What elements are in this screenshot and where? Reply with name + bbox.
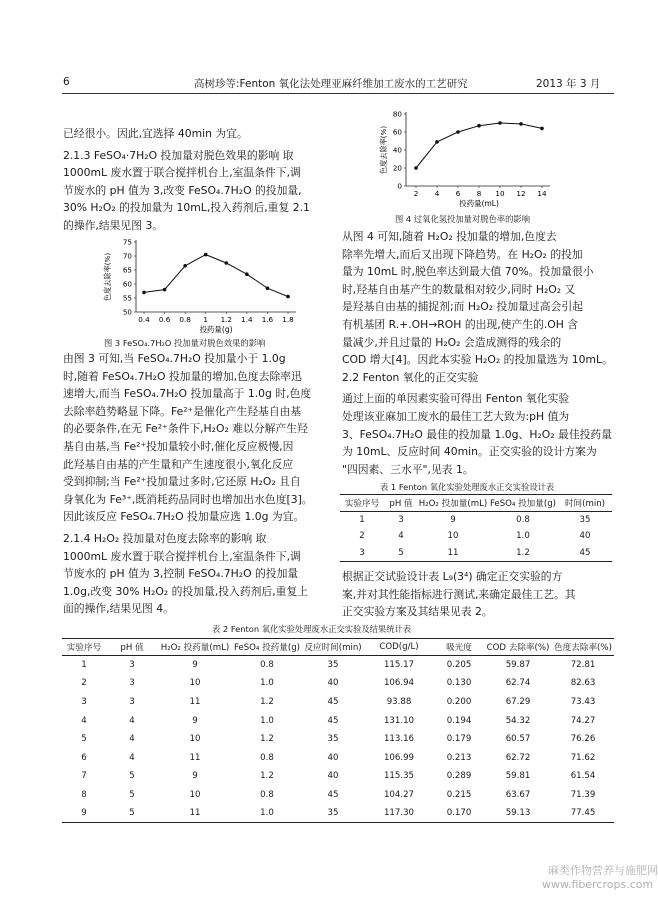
table-cell: 35: [327, 734, 339, 745]
table-cell: 1.2: [260, 771, 274, 782]
y-tick-label: 65: [122, 265, 132, 275]
table-cell: 10: [447, 531, 459, 542]
paragraph-line: 由图 3 可知,当 FeSO₄.7H₂O 投加量小于 1.0g: [63, 352, 286, 365]
table-cell: 59.81: [505, 771, 531, 782]
table-row: [62, 674, 614, 693]
table-cell: 74.27: [570, 715, 596, 726]
table-cell: 3: [398, 515, 404, 525]
table-cell: 40: [579, 531, 591, 542]
table-cell: 35: [327, 660, 339, 671]
table-cell: 1: [359, 515, 365, 525]
table-cell: 9: [192, 660, 198, 671]
paragraph-line: 已经很小。因此,宜选择 40min 为宜。: [63, 127, 248, 140]
paragraph-line: 处理该亚麻加工废水的最佳工艺大致为:pH 值为: [342, 409, 570, 423]
paragraph-line: 时,羟基自由基产生的数量相对较少,同时 H₂O₂ 又: [342, 282, 576, 296]
data-point: [204, 253, 208, 257]
table-cell: 59.13: [505, 808, 531, 819]
table-2-caption: 表 2 Fenton 氧化实验处理废水正交实验及结果统计表: [212, 624, 412, 634]
table-cell: 0.8: [516, 515, 530, 525]
table-cell: 5: [81, 734, 87, 745]
paragraph-line: 量为 10mL 时,脱色率达到最大值 70%。投加量很小: [342, 265, 594, 279]
table-cell: 40: [327, 678, 339, 689]
data-point: [266, 286, 270, 290]
table-cell: 3: [129, 696, 135, 707]
table-header-row: [62, 639, 614, 656]
paragraph-line: 除率先增大,而后又出现下降趋势。在 H₂O₂ 的投加: [342, 247, 583, 261]
table-cell: 1.0: [516, 531, 530, 542]
paragraph-line: 身氧化为 Fe³⁺,既消耗药品同时也增加出水色度[3]。: [63, 492, 313, 506]
table-cell: 2: [359, 531, 365, 542]
table-cell: 0.215: [446, 789, 472, 800]
y-tick-label: 80: [392, 109, 402, 119]
table-cell: 3: [129, 678, 135, 689]
table-row: [62, 711, 614, 730]
header-rule: [62, 93, 614, 94]
paragraph-line: 时,随着 FeSO₄.7H₂O 投加量的增加,色度去除率迅: [63, 369, 302, 383]
paragraph-line: 为 10mL、反应时间 40min。正交实验的设计方案为: [342, 445, 597, 459]
paragraph-line: 的操作,结果见图 3。: [63, 218, 164, 232]
table-cell: 40: [327, 771, 339, 782]
table-cell: 45: [327, 789, 339, 800]
paragraph-line: 3、FeSO₄.7H₂O 最佳的投加量 1.0g、H₂O₂ 最佳投药量: [342, 427, 613, 441]
table-cell: 4: [129, 734, 135, 745]
table-header-cell: 实验序号: [66, 643, 102, 653]
table-row: [340, 545, 612, 562]
table-cell: 1: [81, 660, 87, 671]
table-header-cell: 实验序号: [344, 499, 380, 509]
table-cell: 115.35: [383, 771, 415, 782]
table-cell: 0.194: [446, 715, 472, 726]
paragraph-line: 面的操作,结果见图 4。: [63, 602, 174, 616]
x-axis-label: 投药量(g): [199, 325, 233, 334]
table-row: [62, 767, 614, 786]
table-1: [340, 494, 612, 562]
section-heading-2-1-3: 2.1.3 FeSO₄·7H₂O 投加量对脱色效果的影响 取: [63, 148, 294, 162]
y-tick-label: 55: [122, 293, 132, 303]
table-cell: 115.17: [383, 660, 415, 671]
table-cell: 0.8: [260, 660, 274, 671]
y-tick-label: 0: [397, 181, 402, 191]
data-point: [414, 166, 418, 170]
x-tick-label: 12: [516, 189, 526, 198]
table-cell: 72.81: [570, 660, 596, 671]
paragraph-line: 量减少,并且过量的 H₂O₂ 会造成测得的残余的: [342, 335, 562, 349]
table-cell: 0.179: [446, 734, 472, 745]
y-tick-label: 50: [122, 307, 132, 317]
table-cell: 45: [579, 547, 591, 558]
table-cell: 40: [327, 752, 339, 763]
table-cell: 4: [129, 752, 135, 763]
table-cell: 45: [327, 715, 339, 726]
table-cell: 60.57: [505, 734, 531, 745]
data-point: [163, 288, 167, 292]
y-tick-label: 70: [122, 251, 132, 261]
paragraph-line: 的必要条件,在无 Fe²⁺条件下,H₂O₂ 难以分解产生羟: [63, 422, 308, 436]
table-cell: 82.63: [570, 678, 596, 689]
right-column-body: [342, 228, 613, 478]
data-point: [224, 261, 228, 265]
paragraph-line: 根据正交试验设计表 L₉(3⁴) 确定正交实验的方: [342, 570, 563, 583]
paragraph-line: "四因素、三水平",见表 1。: [342, 462, 474, 476]
table-cell: 0.205: [446, 660, 472, 671]
table-cell: 4: [81, 715, 87, 726]
right-column-body-2: [342, 568, 576, 621]
table-cell: 6: [81, 752, 87, 763]
paragraph-line: 案,并对其性能指标进行测试,来确定最佳工艺。其: [342, 587, 576, 601]
table-cell: 35: [327, 808, 339, 819]
table-1-caption: 表 1 Fenton 氧化实验处理废水正交实验设计表: [380, 482, 555, 492]
figure-4-caption: 图 4 过氧化氢投加量对脱色率的影响: [395, 214, 531, 224]
x-tick-label: 0.4: [138, 315, 150, 324]
table-cell: 1.0: [260, 808, 274, 819]
data-point: [540, 127, 544, 131]
table-cell: 63.67: [505, 789, 531, 800]
table-cell: 10: [189, 789, 201, 800]
table-cell: 1.2: [516, 547, 530, 558]
data-point: [286, 295, 290, 299]
x-tick-label: 2: [413, 189, 419, 198]
table-row: [62, 656, 614, 675]
table-cell: 131.10: [383, 715, 415, 726]
data-point: [435, 140, 439, 144]
y-tick-label: 60: [122, 279, 132, 289]
table-cell: 106.99: [383, 752, 415, 763]
issue-date: 2013 年 3 月: [536, 78, 601, 90]
section-heading-2-1-4: 2.1.4 H₂O₂ 投加量对色度去除率的影响 取: [63, 531, 267, 545]
table-cell: 62.72: [505, 752, 531, 763]
paragraph-line: 1000mL 废水置于联合搅拌机台上,室温条件下,调: [63, 549, 301, 563]
x-tick-label: 4: [434, 189, 440, 198]
table-row: [62, 730, 614, 749]
paragraph-line: 从图 4 可知,随着 H₂O₂ 投加量的增加,色度去: [342, 230, 557, 243]
table-header-cell: COD(g/L): [379, 642, 419, 652]
table-cell: 11: [189, 696, 201, 707]
table-row: [62, 804, 614, 823]
left-column-body: [63, 350, 313, 618]
table-cell: 4: [398, 531, 404, 542]
data-point: [183, 264, 187, 268]
table-cell: 9: [192, 715, 198, 726]
paragraph-line: 节废水的 pH 值为 3,控制 FeSO₄.7H₂O 的投加量: [63, 567, 299, 581]
table-cell: 11: [447, 547, 459, 558]
table-header-cell: FeSO₄ 投加量(g): [489, 499, 557, 509]
table-cell: 4: [129, 715, 135, 726]
paragraph-line: 30% H₂O₂ 的投加量为 10mL,投入药剂后,重复 2.1: [63, 201, 310, 215]
table-cell: 59.87: [505, 660, 531, 671]
paragraph-line: 基自由基,当 Fe²⁺投加量较小时,催化反应极慢,因: [63, 439, 294, 453]
table-header-cell: 反应时间(min): [304, 643, 362, 653]
table-cell: 2: [81, 678, 87, 689]
table-cell: 62.74: [505, 678, 531, 689]
data-point: [142, 291, 146, 295]
x-tick-label: 6: [455, 189, 461, 198]
paragraph-line: 节废水的 pH 值为 3,改变 FeSO₄.7H₂O 的投加量,: [63, 183, 302, 197]
table-cell: 117.30: [383, 808, 415, 819]
paragraph-line: 1000mL 废水置于联合搅拌机台上,室温条件下,调: [63, 166, 301, 180]
x-tick-label: 8: [476, 189, 482, 198]
table-header-cell: H₂O₂ 投加量(mL): [418, 499, 488, 509]
table-header-cell: 吸光度: [446, 643, 472, 653]
table-cell: 0.8: [260, 789, 274, 800]
table-cell: 5: [129, 808, 135, 819]
paragraph-line: 去除率趋势略显下降。Fe²⁺是催化产生羟基自由基: [63, 404, 302, 418]
paragraph-line: 有机基团 R.+.OH→ROH 的出现,使产生的.OH 含: [342, 317, 579, 331]
table-cell: 5: [129, 771, 135, 782]
x-tick-label: 1.4: [241, 315, 253, 324]
table-header-cell: pH 值: [120, 643, 144, 653]
paragraph-line: 此羟基自由基的产生量和产生速度很小,氧化反应: [63, 457, 294, 471]
table-cell: 9: [192, 771, 198, 782]
paragraph-line: 通过上面的单因素实验可得出 Fenton 氧化实验: [342, 392, 570, 406]
y-axis-label: 色度去除率(%): [379, 125, 388, 175]
watermark-url: www.fibercrops.com: [542, 878, 654, 891]
table-cell: 67.29: [505, 696, 531, 707]
table-cell: 5: [398, 547, 404, 558]
table-cell: 5: [129, 789, 135, 800]
table-cell: 104.27: [383, 789, 415, 800]
paragraph-line: 1.0g,改变 30% H₂O₂ 的投加量,投入药剂后,重复上: [63, 584, 309, 598]
table-cell: 0.130: [446, 678, 472, 689]
y-tick-label: 20: [392, 163, 402, 173]
table-cell: 76.26: [570, 734, 596, 745]
section-heading-2-2: 2.2 Fenton 氧化的正交实验: [342, 370, 479, 384]
data-point: [456, 130, 460, 134]
table-header-row: [340, 495, 612, 512]
table-cell: 11: [189, 808, 201, 819]
table-cell: 1.0: [260, 678, 274, 689]
table-row: [340, 512, 612, 529]
x-tick-label: 0.6: [158, 315, 171, 324]
table-header-cell: 色度去除率(%): [554, 643, 612, 653]
data-point: [498, 121, 502, 125]
data-point: [245, 272, 249, 276]
x-axis-label: 投药量(mL): [459, 199, 499, 208]
table-cell: 0.213: [446, 752, 472, 763]
table-cell: 1.2: [260, 696, 274, 707]
y-tick-label: 75: [122, 237, 132, 247]
table-cell: 106.94: [383, 678, 415, 689]
x-tick-label: 1: [203, 315, 209, 324]
running-title: 高树珍等:Fenton 氧化法处理亚麻纤维加工废水的工艺研究: [194, 78, 468, 90]
figure-3-chart: [100, 234, 300, 336]
x-tick-label: 1.6: [261, 315, 274, 324]
table-cell: 0.8: [260, 752, 274, 763]
paragraph-line: COD 增大[4]。因此本实验 H₂O₂ 的投加量选为 10mL。: [342, 353, 613, 367]
table-cell: 0.200: [446, 696, 472, 707]
table-cell: 10: [189, 734, 201, 745]
x-tick-label: 10: [495, 189, 505, 198]
table-cell: 3: [81, 696, 87, 707]
table-cell: 61.54: [570, 771, 596, 782]
table-cell: 9: [450, 515, 456, 525]
table-cell: 1.2: [260, 734, 274, 745]
table-header-cell: FeSO₄ 投药量(g): [233, 643, 301, 653]
table-2: [62, 638, 614, 823]
y-tick-label: 40: [392, 145, 402, 155]
x-tick-label: 14: [537, 189, 547, 198]
table-cell: 11: [189, 752, 201, 763]
table-header-cell: COD 去除率(%): [486, 643, 550, 653]
y-tick-label: 60: [392, 127, 402, 137]
table-cell: 9: [81, 808, 87, 819]
table-header-cell: pH 值: [389, 499, 413, 509]
paragraph-line: 因此该反应 FeSO₄.7H₂O 投加量应选 1.0g 为宜。: [63, 510, 305, 524]
watermark-title: 麻类作物营养与施肥网: [548, 864, 658, 877]
table-cell: 1.0: [260, 715, 274, 726]
table-cell: 10: [189, 678, 201, 689]
table-cell: 113.16: [383, 734, 415, 745]
table-cell: 7: [81, 771, 87, 782]
table-cell: 71.39: [570, 789, 596, 800]
table-cell: 3: [359, 547, 365, 558]
table-cell: 8: [81, 789, 87, 800]
data-point: [477, 124, 481, 128]
table-cell: 3: [129, 660, 135, 671]
paragraph-line: 是羟基自由基的捕捉剂;而 H₂O₂ 投加量过高会引起: [342, 300, 583, 314]
paragraph-line: 正交实验方案及其结果见表 2。: [342, 605, 493, 619]
table-cell: 77.45: [570, 808, 596, 819]
table-cell: 93.88: [386, 696, 412, 707]
table-header-cell: H₂O₂ 投药量(mL): [160, 643, 230, 653]
table-row: [62, 786, 614, 805]
table-cell: 35: [579, 515, 591, 525]
y-axis-label: 色度去除率(%): [103, 252, 112, 302]
x-tick-label: 1.8: [282, 315, 294, 324]
table-cell: 0.289: [446, 771, 472, 782]
table-header-cell: 时间(min): [564, 499, 606, 509]
table-row: [62, 748, 614, 767]
table-cell: 45: [327, 696, 339, 707]
figure-3-caption: 图 3 FeSO₄.7H₂O 投加量对脱色效果的影响: [104, 338, 266, 348]
page-number: 6: [63, 76, 70, 88]
table-row: [62, 693, 614, 712]
series-line: [416, 123, 542, 168]
table-cell: 73.43: [570, 696, 596, 707]
figure-4-chart: [378, 106, 556, 212]
data-point: [519, 122, 523, 126]
table-row: [340, 528, 612, 545]
x-tick-label: 0.8: [179, 315, 191, 324]
left-column-top: [63, 125, 310, 235]
table-cell: 54.32: [505, 715, 531, 726]
paragraph-line: 速增大,而当 FeSO₄.7H₂O 投加量高于 1.0g 时,色度: [63, 387, 312, 401]
paragraph-line: 受到抑制;当 Fe²⁺投加量过多时,它还原 H₂O₂ 且自: [63, 475, 301, 489]
table-cell: 0.170: [446, 808, 472, 819]
x-tick-label: 1.2: [220, 315, 233, 324]
table-cell: 71.62: [570, 752, 596, 763]
